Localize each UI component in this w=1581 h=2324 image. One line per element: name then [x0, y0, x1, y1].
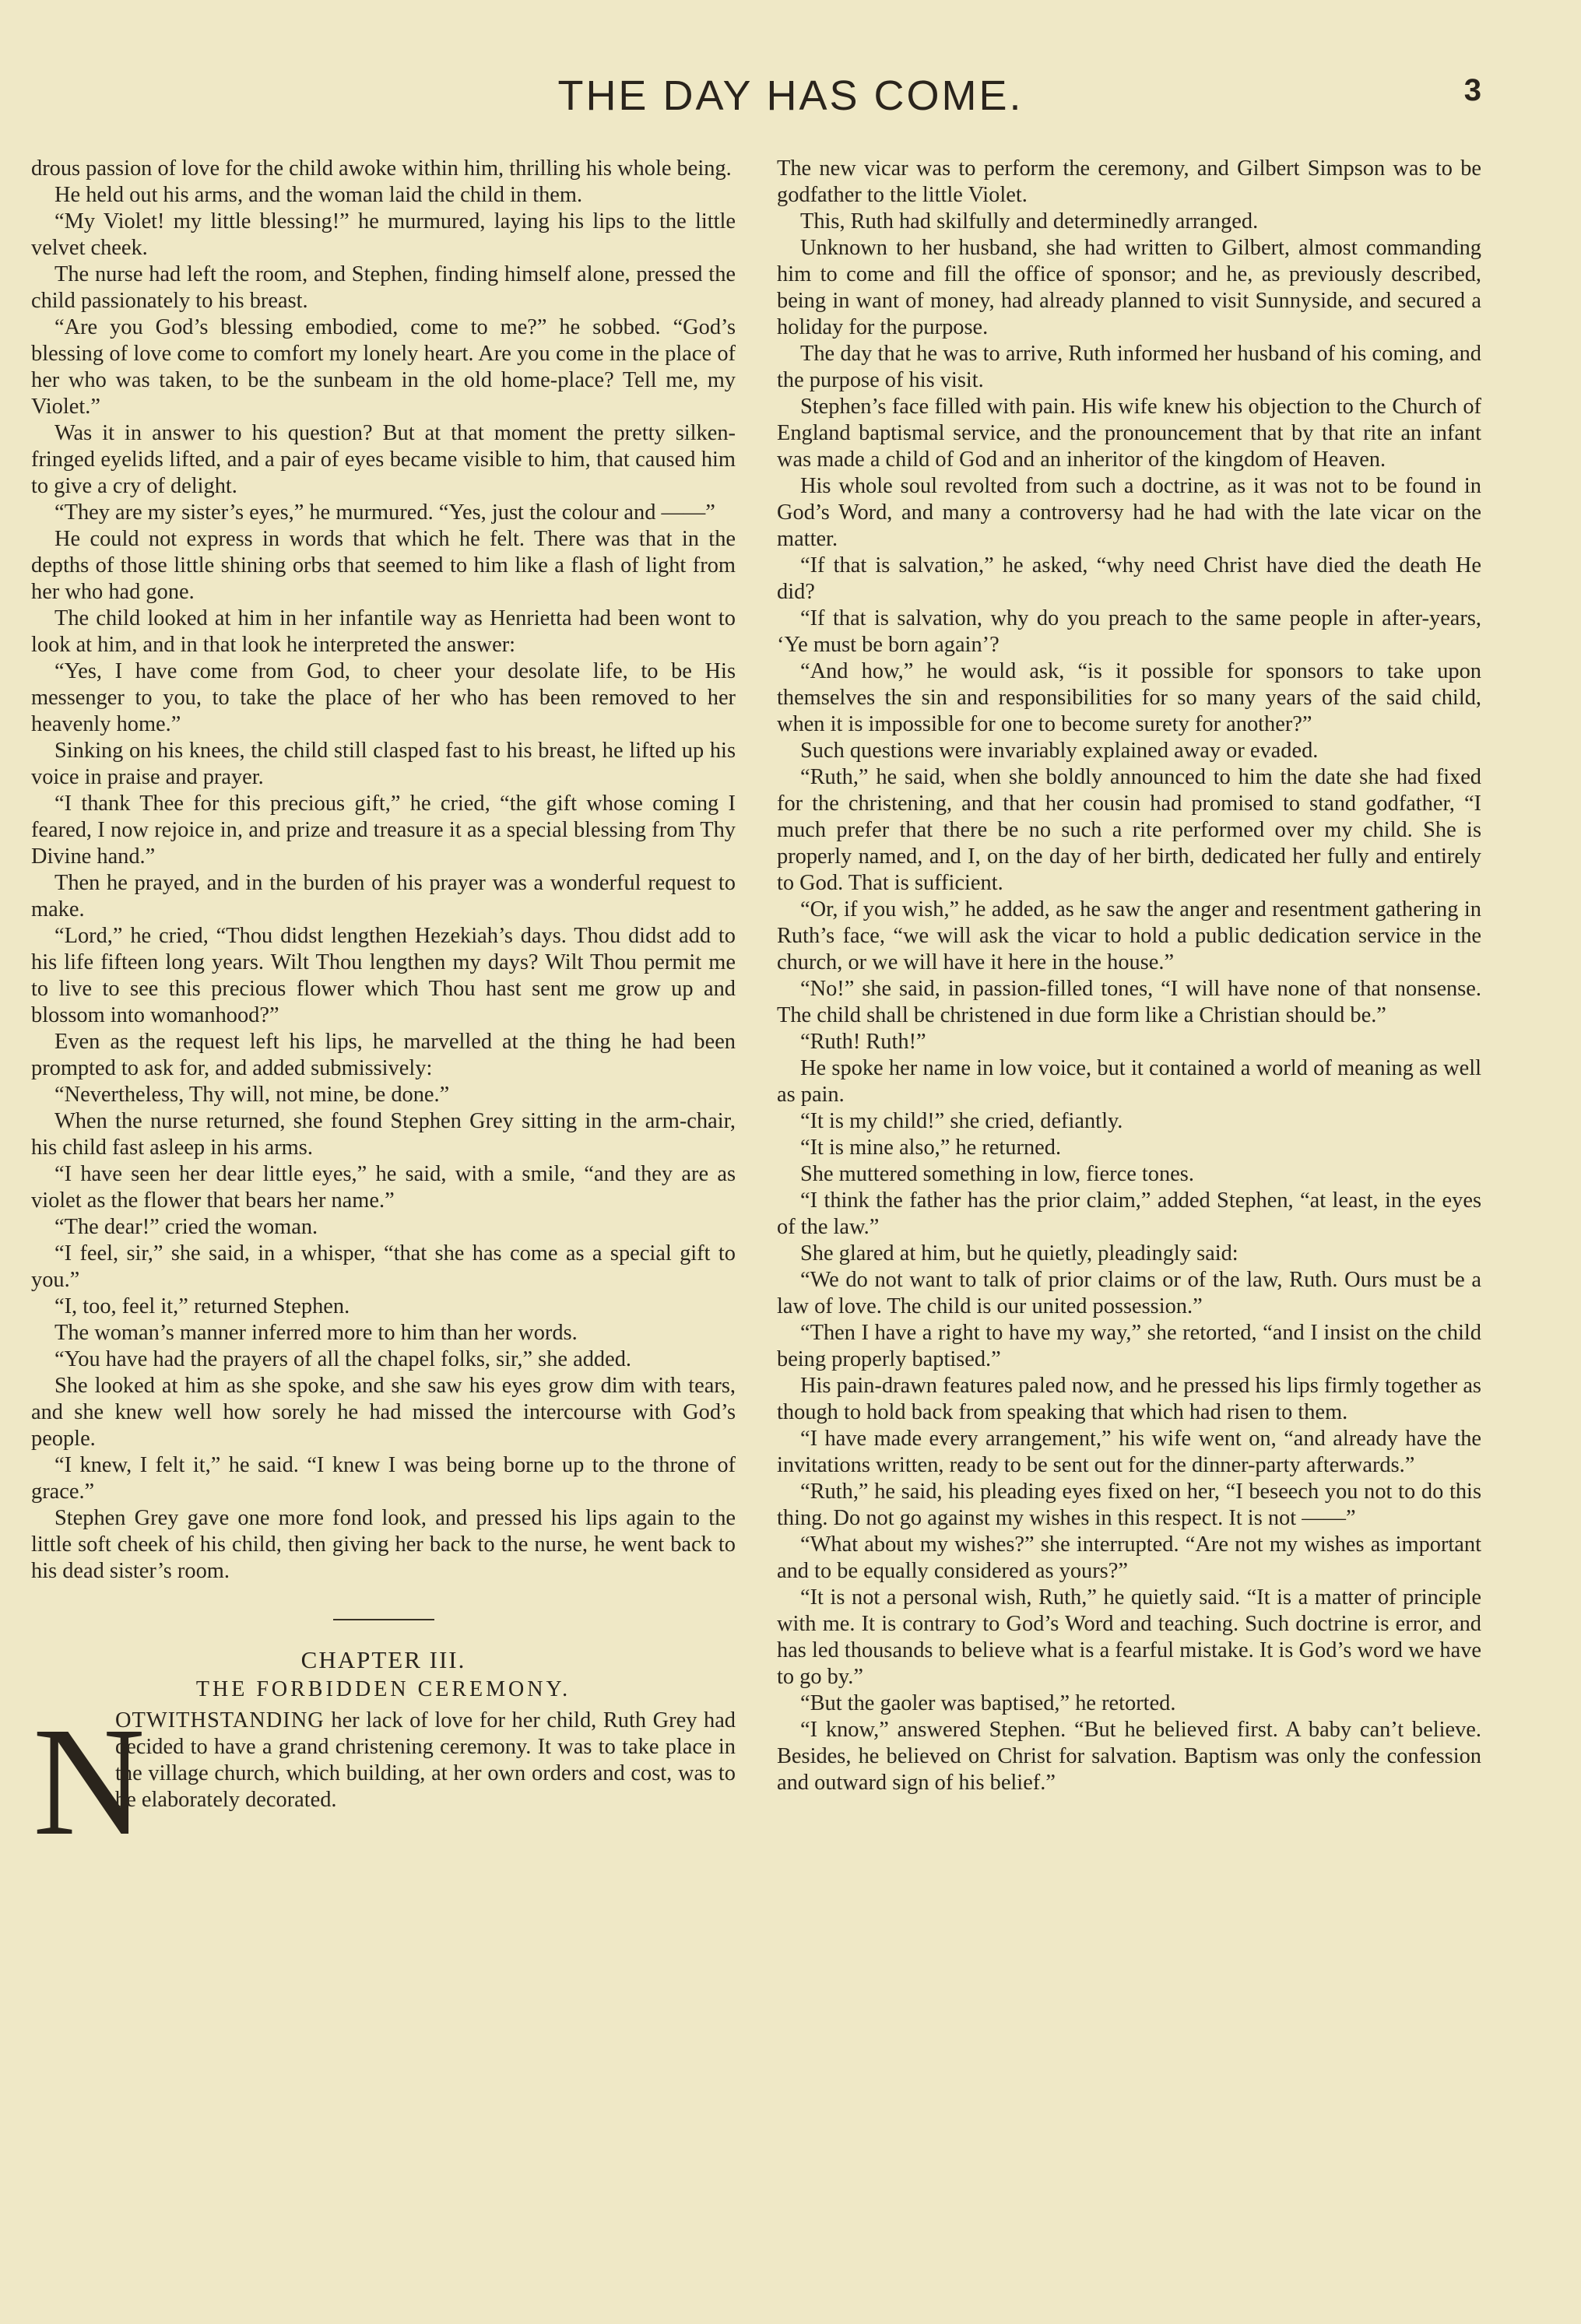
paragraph: “I knew, I felt it,” he said. “I knew I was being borne up to the throne of grace.” — [31, 1453, 736, 1504]
page-number: 3 — [1463, 73, 1481, 107]
paragraph: When the nurse returned, she found Stephen Grey sitting in the arm-chair, his child fast asleep in his arms. — [31, 1109, 736, 1160]
paragraph: “You have had the prayers of all the chapel folks, sir,” she added. — [54, 1347, 631, 1371]
paragraph: The child looked at him in her infantile way as Henrietta had been wont to look at him, and in that look he interpreted the answer: — [31, 606, 736, 657]
paragraph: “But the gaoler was baptised,” he retorted. — [800, 1691, 1176, 1715]
running-title: THE DAY HAS COME. — [557, 72, 1024, 119]
paragraph: “Ruth,” he said, when she boldly announced to him the date she had fixed for the christening, and that her cousin had promised to stand godfather, “I much prefer that there be no such a rite performed over my child. She is properly named, and I, on the day of her birth, dedicated her fully and entirely to God. That is sufficient. — [777, 765, 1481, 895]
page-header — [0, 72, 1581, 126]
paragraph: Was it in answer to his question? But at that moment the pretty silken-fringed eyelids lifted, and a pair of eyes became visible to him, that caused him to give a cry of delight. — [31, 421, 736, 498]
paragraph: “If that is salvation, why do you preach to the same people in after-years, ‘Ye must be born again’? — [777, 606, 1481, 657]
paragraph: The new vicar was to perform the ceremony, and Gilbert Simpson was to be godfather to the little Violet. — [777, 156, 1481, 207]
paragraph: “Ruth! Ruth!” — [800, 1030, 926, 1054]
paragraph: “I have made every arrangement,” his wife went on, “and already have the invitations written, ready to be sent out for the dinner-party afterwards.” — [777, 1427, 1481, 1477]
paragraph: “I thank Thee for this precious gift,” he cried, “the gift whose coming I feared, I now rejoice in, and prize and treasure it as a special blessing from Thy Divine hand.” — [31, 792, 736, 869]
paragraph: “If that is salvation,” he asked, “why need Christ have died the death He did? — [777, 553, 1481, 604]
paragraph: Sinking on his knees, the child still clasped fast to his breast, he lifted up his voice in praise and prayer. — [31, 739, 736, 789]
paragraph: “The dear!” cried the woman. — [54, 1215, 318, 1239]
paragraph: This, Ruth had skilfully and determinedly arranged. — [800, 209, 1259, 233]
paragraph: “They are my sister’s eyes,” he murmured. “Yes, just the colour and ——” — [54, 500, 715, 525]
paragraph: He could not express in words that which he felt. There was that in the depths of those little shining orbs that seemed to him like a flash of light from her who had gone. — [31, 527, 736, 604]
paragraph: “Are you God’s blessing embodied, come to me?” he sobbed. “God’s blessing of love come to comfort my lonely heart. Are you come in the place of her who was taken, to be the sunbeam in the old home-place? Tell me, my Violet.” — [31, 315, 736, 419]
paragraph: Stephen Grey gave one more fond look, and pressed his lips again to the little soft cheek of his child, then giving her back to the nurse, he went back to his dead sister’s room. — [31, 1506, 736, 1583]
paragraph: “It is my child!” she cried, defiantly. — [800, 1109, 1123, 1133]
paragraph: She looked at him as she spoke, and she saw his eyes grow dim with tears, and she knew well how sorely he had missed the intercourse with God’s people. — [31, 1374, 736, 1451]
drop-cap — [31, 1696, 146, 1868]
paragraph: “I, too, feel it,” returned Stephen. — [54, 1294, 350, 1318]
paragraph: The day that he was to arrive, Ruth informed her husband of his coming, and the purpose of his visit. — [777, 342, 1481, 392]
paragraph: “Lord,” he cried, “Thou didst lengthen Hezekiah’s days. Thou didst add to his life fifteen long years. Wilt Thou lengthen my days? Wilt Thou permit me to live to see this precious flower which Thou hast sent me grow up and blossom into womanhood?” — [31, 924, 736, 1027]
paragraph: Even as the request left his lips, he marvelled at the thing he had been prompted to ask for, and added submissively: — [31, 1030, 736, 1080]
paragraph: “Or, if you wish,” he added, as he saw the anger and resentment gathering in Ruth’s face, “we will ask the vicar to hold a public dedication service in the church, or we will have it here in the house.” — [777, 897, 1481, 974]
drop-cap-letter: N — [33, 1696, 146, 1868]
paragraph: The nurse had left the room, and Stephen, finding himself alone, pressed the child passionately to his breast. — [31, 262, 736, 313]
paragraph: Unknown to her husband, she had written to Gilbert, almost commanding him to come and fill the office of sponsor; and he, as previously described, being in want of money, had already planned to visit Sunnyside, and secured a holiday for the purpose. — [777, 236, 1481, 339]
paragraph: Then he prayed, and in the burden of his prayer was a wonderful request to make. — [31, 871, 736, 922]
paragraph: He spoke her name in low voice, but it contained a world of meaning as well as pain. — [777, 1056, 1481, 1107]
paragraph: “I feel, sir,” she said, in a whisper, “that she has come as a special gift to you.” — [31, 1241, 736, 1292]
paragraph: “I have seen her dear little eyes,” he said, with a smile, “and they are as violet as the flower that bears her name.” — [31, 1162, 736, 1213]
paragraph: drous passion of love for the child awoke within him, thrilling his whole being. — [31, 156, 732, 181]
paragraph: Such questions were invariably explained away or evaded. — [800, 739, 1319, 763]
section-divider — [333, 1619, 434, 1620]
paragraph: His whole soul revolted from such a doctrine, as it was not to be found in God’s Word, and many a controversy had he had with the late vicar on the matter. — [777, 474, 1481, 551]
paragraph: She muttered something in low, fierce tones. — [800, 1162, 1194, 1186]
left-column — [31, 156, 736, 1868]
chapter-title: THE FORBIDDEN CEREMONY. — [195, 1677, 571, 1701]
chapter-opening-paragraph — [31, 1696, 736, 1868]
paragraph: The woman’s manner inferred more to him than her words. — [54, 1321, 578, 1345]
paragraph: Stephen’s face filled with pain. His wife knew his objection to the Church of England baptismal service, and the pronouncement that by that rite an infant was made a child of God and an inheritor of the kingdom of Heaven. — [777, 395, 1481, 472]
paragraph: “We do not want to talk of prior claims or of the law, Ruth. Ours must be a law of love. The child is our united possession.” — [777, 1268, 1481, 1318]
paragraph: “Yes, I have come from God, to cheer your desolate life, to be His messenger to you, to take the place of her who has been removed to her heavenly home.” — [31, 659, 736, 736]
paragraph: “It is mine also,” he returned. — [800, 1136, 1062, 1160]
paragraph: “My Violet! my little blessing!” he murmured, laying his lips to the little velvet cheek. — [31, 209, 736, 260]
paragraph: “Ruth,” he said, his pleading eyes fixed on her, “I beseech you not to do this thing. Do not go against my wishes in this respect. It is not ——” — [777, 1480, 1481, 1530]
paragraph: “No!” she said, in passion-filled tones, “I will have none of that nonsense. The child shall be christened in due form like a Christian should be.” — [777, 977, 1481, 1027]
paragraph: “Then I have a right to have my way,” she retorted, “and I insist on the child being properly baptised.” — [777, 1321, 1481, 1371]
paragraph: She glared at him, but he quietly, pleadingly said: — [800, 1241, 1238, 1266]
paragraph: “Nevertheless, Thy will, not mine, be done.” — [54, 1083, 450, 1107]
chapter-opening-text: her lack of love for her child, Ruth Grey had decided to have a grand christening ceremony. It was to take place in the village church, which building, at her own orders and cost, was to be elaborately decorated. — [115, 1708, 736, 1812]
chapter-lead-word: OTWITHSTANDING — [115, 1708, 325, 1732]
paragraph: His pain-drawn features paled now, and he pressed his lips firmly together as though to hold back from speaking that which had risen to them. — [777, 1374, 1481, 1424]
paragraph: “It is not a personal wish, Ruth,” he quietly said. “It is a matter of principle with me. It is contrary to God’s Word and teaching. Such doctrine is error, and has led thousands to believe what is a fearful mistake. It is God’s word we have to go by.” — [777, 1585, 1481, 1689]
paragraph: “And how,” he would ask, “is it possible for sponsors to take upon themselves the sin and responsibilities for so many years of the said child, when it is impossible for one to become surety for another?” — [777, 659, 1481, 736]
right-column — [777, 156, 1481, 1796]
paragraph: “I think the father has the prior claim,” added Stephen, “at least, in the eyes of the law.” — [777, 1188, 1481, 1239]
paragraph: He held out his arms, and the woman laid the child in them. — [54, 183, 583, 207]
chapter-number: CHAPTER III. — [300, 1646, 466, 1673]
paragraph: “I know,” answered Stephen. “But he believed first. A baby can’t believe. Besides, he believed on Christ for salvation. Baptism was only the confession and outward sign of his belief.” — [777, 1718, 1481, 1795]
paragraph: “What about my wishes?” she interrupted. “Are not my wishes as important and to be equally considered as yours?” — [777, 1532, 1481, 1583]
